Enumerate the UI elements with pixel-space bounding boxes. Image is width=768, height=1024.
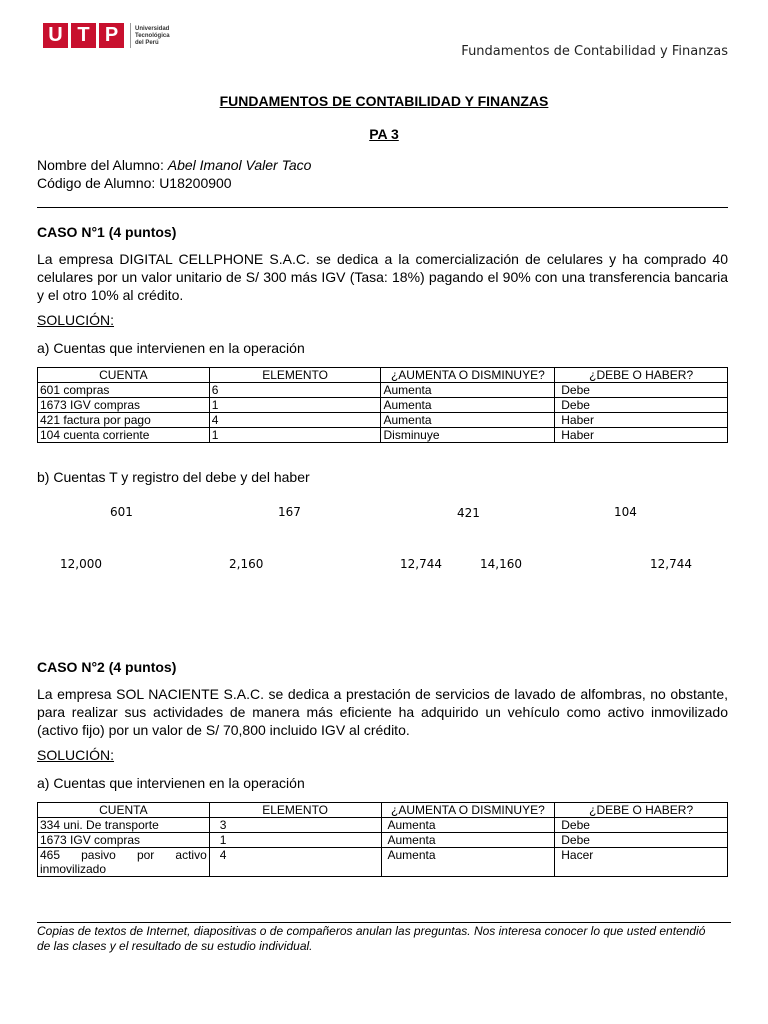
footer-note: Copias de textos de Internet, diapositivas o de compañeros anulan las preguntas. Nos interesa conocer lo que usted entendió de las clases y el resultado de su estudio individual. bbox=[37, 924, 706, 953]
table-header-row bbox=[38, 368, 728, 383]
t-account-debe: 2,160 bbox=[229, 557, 264, 571]
divider bbox=[37, 207, 728, 208]
logo-letter-p: P bbox=[99, 23, 124, 48]
student-code: Código de Alumno: U18200900 bbox=[37, 175, 232, 191]
t-account-haber: 14,160 bbox=[480, 557, 522, 571]
logo-university-name: Universidad Tecnológica del Perú bbox=[135, 26, 170, 46]
student-name-line bbox=[37, 157, 311, 173]
course-header: Fundamentos de Contabilidad y Finanzas bbox=[461, 44, 728, 59]
case2-title: CASO N°2 (4 puntos) bbox=[37, 659, 177, 675]
document-subtitle: PA 3 bbox=[369, 126, 399, 142]
t-account-name: 104 bbox=[614, 505, 637, 519]
case2-a-label: a) Cuentas que intervienen en la operación bbox=[37, 775, 305, 791]
case1-b-label: b) Cuentas T y registro del debe y del haber bbox=[37, 469, 310, 485]
t-account-name: 167 bbox=[278, 505, 301, 519]
footer-divider bbox=[37, 922, 731, 923]
header-cuenta: CUENTA bbox=[38, 368, 210, 383]
header-debe-haber: ¿DEBE O HABER? bbox=[555, 803, 728, 818]
table-row: 334 uni. De transporte 3 Aumenta Debe bbox=[38, 818, 728, 833]
student-name: Abel Imanol Valer Taco bbox=[167, 157, 312, 173]
t-account-name: 601 bbox=[110, 505, 133, 519]
case2-table bbox=[37, 802, 728, 877]
t-account-name: 421 bbox=[457, 506, 480, 520]
logo-divider bbox=[130, 23, 131, 48]
header-elemento: ELEMENTO bbox=[209, 368, 381, 383]
case1-a-label: a) Cuentas que intervienen en la operación bbox=[37, 340, 305, 356]
header-aumenta: ¿AUMENTA O DISMINUYE? bbox=[381, 368, 555, 383]
case1-solution: SOLUCIÓN: bbox=[37, 312, 115, 328]
student-name-label: Nombre del Alumno: bbox=[37, 157, 168, 173]
case1-text: La empresa DIGITAL CELLPHONE S.A.C. se dedica a la comercialización de celulares y ha comprado 40 celulares por un valor unitario de S/ 300 más IGV (Tasa: 18%) pagando el 90% con una transferencia bancaria y el otro 10% al crédito. bbox=[37, 251, 728, 303]
document-title: FUNDAMENTOS DE CONTABILIDAD Y FINANZAS bbox=[219, 93, 549, 109]
table-row: 1673 IGV compras 1 Aumenta Debe bbox=[38, 398, 728, 413]
table-row: 104 cuenta corriente 1 Disminuye Haber bbox=[38, 428, 728, 443]
header-elemento: ELEMENTO bbox=[209, 803, 381, 818]
case1-title: CASO N°1 (4 puntos) bbox=[37, 224, 177, 240]
t-account-debe: 12,744 bbox=[400, 557, 442, 571]
header-aumenta: ¿AUMENTA O DISMINUYE? bbox=[381, 803, 555, 818]
header-debe-haber: ¿DEBE O HABER? bbox=[555, 368, 728, 383]
table-row: 421 factura por pago 4 Aumenta Haber bbox=[38, 413, 728, 428]
table-row: 465 pasivo por activo inmovilizado 4 Aumenta Hacer bbox=[38, 848, 728, 877]
table-row: 1673 IGV compras 1 Aumenta Debe bbox=[38, 833, 728, 848]
case2-solution: SOLUCIÓN: bbox=[37, 747, 115, 763]
utp-logo bbox=[43, 23, 170, 48]
table-header-row bbox=[38, 803, 728, 818]
case2-text: La empresa SOL NACIENTE S.A.C. se dedica a prestación de servicios de lavado de alfombras, no obstante, para realizar sus actividades de manera más eficiente ha adquirido un vehículo como activo inmovilizado (activo fijo) por un valor de S/ 70,800 incluido IGV al crédito. bbox=[37, 686, 728, 738]
t-account-haber: 12,744 bbox=[650, 557, 692, 571]
logo-letter-u: U bbox=[43, 23, 68, 48]
t-account-debe: 12,000 bbox=[60, 557, 102, 571]
table-row: 601 compras 6 Aumenta Debe bbox=[38, 383, 728, 398]
header-cuenta: CUENTA bbox=[38, 803, 210, 818]
logo-letter-t: T bbox=[71, 23, 96, 48]
case1-table bbox=[37, 367, 728, 443]
